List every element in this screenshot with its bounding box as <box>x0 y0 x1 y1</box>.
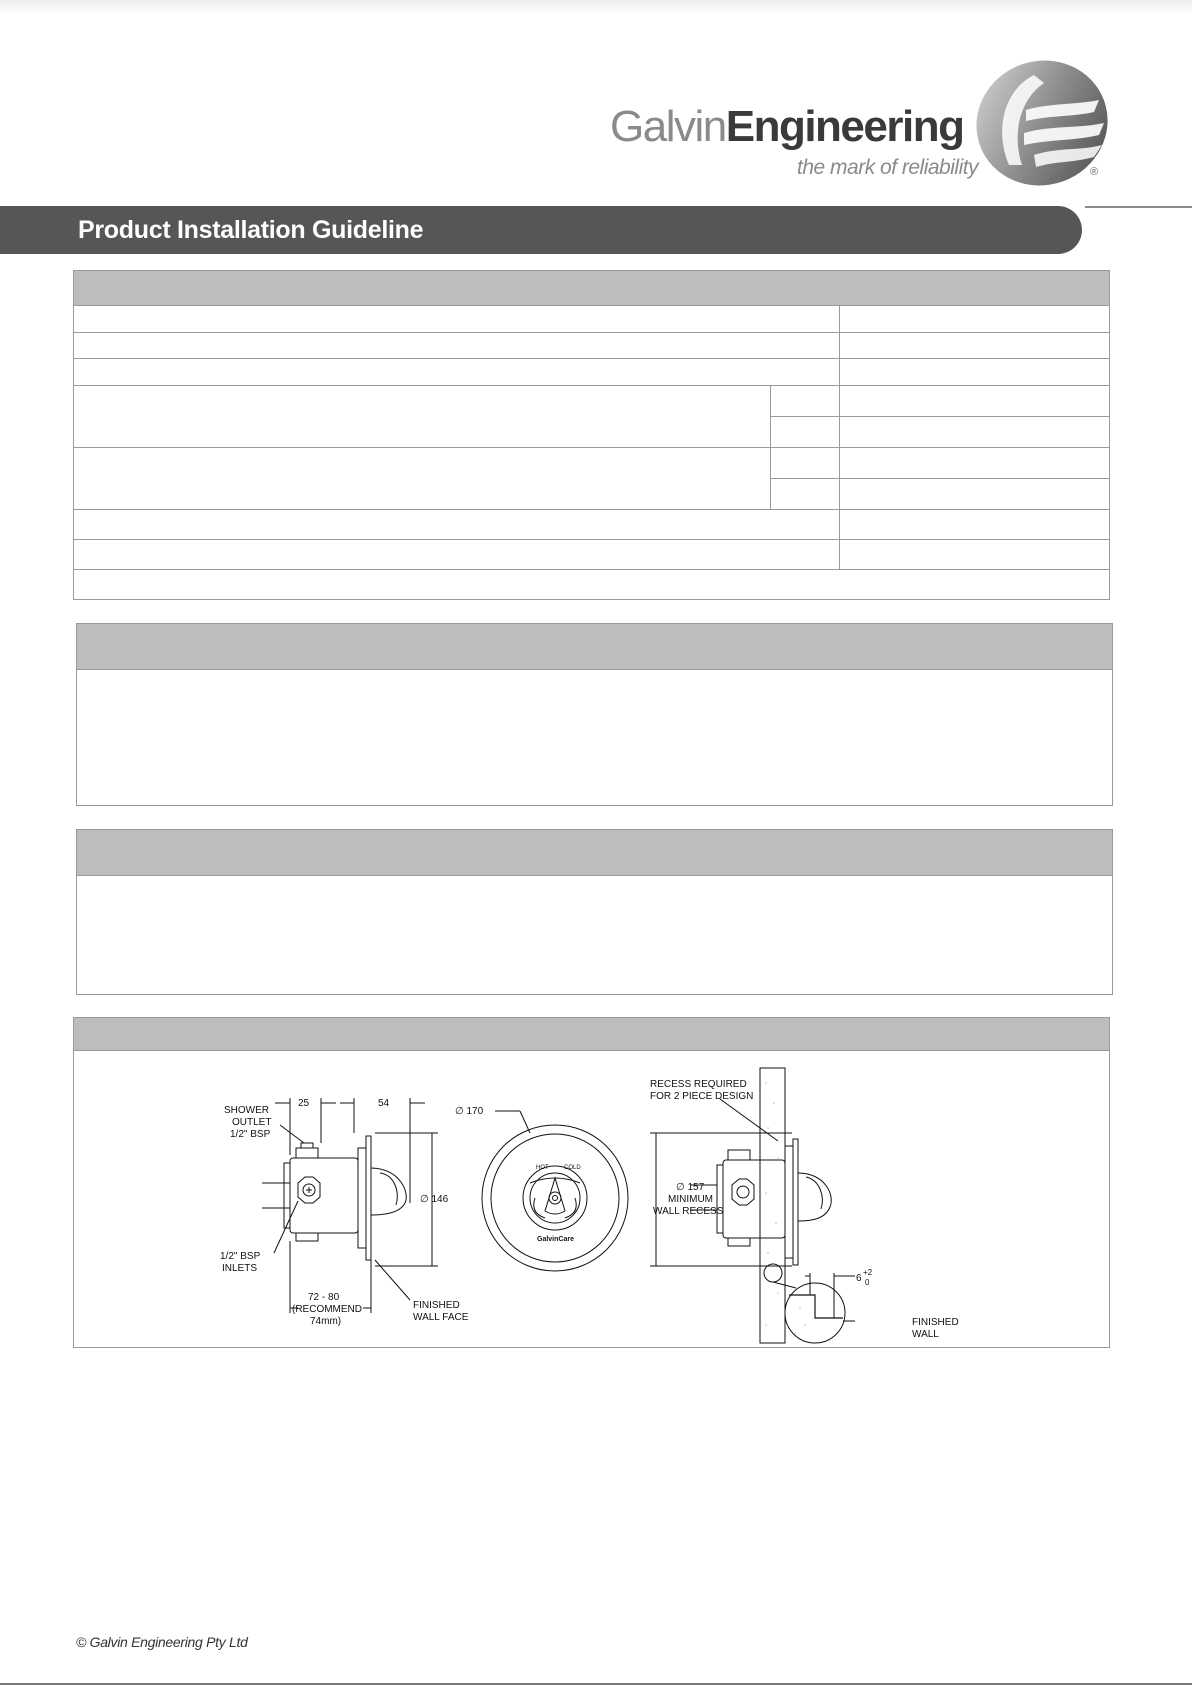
label-dim-25: 25 <box>298 1098 310 1109</box>
label-hot: HOT <box>536 1165 549 1171</box>
label-dim-54: 54 <box>378 1098 390 1109</box>
brand-tagline: the mark of reliability <box>797 156 979 179</box>
dimension-drawing-svg <box>200 1063 980 1353</box>
label-recess-2: FOR 2 PIECE DESIGN <box>650 1091 754 1102</box>
label-tol-sub: 0 <box>865 1278 870 1287</box>
copyright-footer: © Galvin Engineering Pty Ltd <box>76 1634 248 1650</box>
label-tol-base: 6 <box>856 1273 862 1284</box>
label-dim-170: ∅ 170 <box>455 1106 484 1117</box>
section-box-2 <box>76 829 1113 995</box>
label-finished-wall-1: FINISHED <box>912 1317 959 1328</box>
table-row-line <box>74 569 1109 570</box>
label-finished-wall-2: WALL <box>912 1329 939 1340</box>
label-tol-sup: +2 <box>863 1268 873 1277</box>
table-col-line <box>770 385 771 509</box>
label-inlets-2: INLETS <box>222 1263 258 1274</box>
table-row-line <box>74 539 1109 540</box>
label-range-3: 74mm) <box>310 1316 342 1327</box>
brand-wordmark: GalvinEngineering <box>610 102 964 151</box>
svg-text:®: ® <box>1090 166 1099 178</box>
label-dim-146: ∅ 146 <box>420 1194 449 1205</box>
top-shade <box>0 0 1192 14</box>
label-plate-brand: GalvinCare <box>537 1236 574 1243</box>
section-box-2-header <box>77 830 1112 876</box>
table-row-line <box>74 447 1109 448</box>
table-row-line <box>74 385 1109 386</box>
page-title: Product Installation Guideline <box>78 216 424 244</box>
product-details-table <box>73 270 1110 600</box>
table-row-line <box>770 416 1109 417</box>
label-inlets-1: 1/2" BSP <box>220 1251 261 1262</box>
section-box-1 <box>76 623 1113 806</box>
label-dim-157: ∅ 157 <box>676 1182 705 1193</box>
label-range-1: 72 - 80 <box>308 1292 340 1303</box>
table-row-line <box>770 478 1109 479</box>
label-min-1: MINIMUM <box>668 1194 713 1205</box>
title-banner <box>0 206 1082 254</box>
label-shower-outlet-1: SHOWER <box>224 1105 269 1116</box>
galvin-logo <box>600 55 1120 195</box>
label-finished-wall-face-1: FINISHED <box>413 1300 460 1311</box>
label-shower-outlet-2: OUTLET <box>232 1117 272 1128</box>
section-box-1-header <box>77 624 1112 670</box>
label-recess-1: RECESS REQUIRED <box>650 1079 747 1090</box>
table-row-line <box>74 358 1109 359</box>
label-range-2: (RECOMMEND <box>292 1304 362 1315</box>
product-details-header <box>74 271 1109 306</box>
label-cold: COLD <box>564 1165 581 1171</box>
label-finished-wall-face-2: WALL FACE <box>413 1312 469 1323</box>
dimensions-header <box>74 1018 1109 1051</box>
header-rule <box>1085 206 1192 208</box>
table-row-line <box>74 509 1109 510</box>
technical-drawing <box>200 1063 980 1353</box>
galvin-ge-emblem-icon <box>964 55 1124 190</box>
label-shower-outlet-3: 1/2" BSP <box>230 1129 271 1140</box>
table-col-line <box>839 305 840 569</box>
label-min-2: WALL RECESS <box>653 1206 724 1217</box>
table-row-line <box>74 332 1109 333</box>
